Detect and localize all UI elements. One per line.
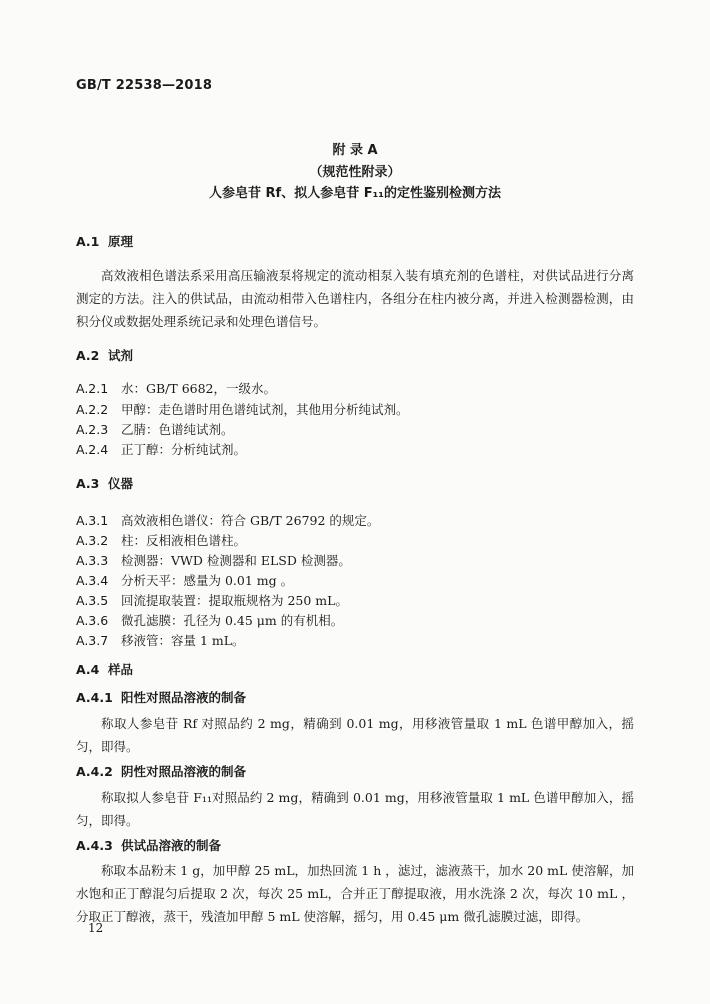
item-text: 微孔滤膜：孔径为 0.45 μm 的有机相。 [121,613,344,628]
section-number: A.3 [76,476,100,491]
list-item [76,379,276,397]
section-title: 试剂 [108,348,134,363]
item-number: A.3.3 [76,553,109,568]
annex-type: （规范性附录） [309,165,401,180]
list-item [76,571,293,589]
section-heading-a1 [76,232,133,250]
item-number: A.3.1 [76,513,109,528]
item-number: A.2.2 [76,402,109,417]
item-number: A.2.1 [76,381,109,396]
item-text: 回流提取装置：提取瓶规格为 250 mL。 [121,593,348,608]
item-text: 高效液相色谱仪：符合 GB/T 26792 的规定。 [121,513,380,528]
list-item [76,591,348,609]
subsection-heading-a43 [76,836,221,854]
page-number: 12 [88,921,104,935]
item-number: A.3.7 [76,633,109,648]
item-text: 水：GB/T 6682，一级水。 [121,381,277,396]
subsection-a43-text: 称取本品粉末 1 g，加甲醇 25 mL，加热回流 1 h ，滤过，滤液蒸干，加水 20 mL 使溶解，加水饱和正丁醇混匀后提取 2 次，每次 25 mL，合并正丁醇提取液，用水洗涤 2 次，每次 10 mL ，分取正丁醇液，蒸干，残渣加甲醇 5 mL 使溶解，摇匀，用 0.45 μm 微孔滤膜过滤，即得。 [76,863,634,924]
item-text: 正丁醇：分析纯试剂。 [121,442,247,457]
item-number: A.2.3 [76,422,109,437]
section-heading-a2 [76,346,133,364]
item-text: 移液管：容量 1 mL。 [121,633,245,648]
list-item [76,551,351,569]
item-text: 甲醇：走色谱时用色谱纯试剂，其他用分析纯试剂。 [121,402,409,417]
section-title: 样品 [108,662,134,677]
section-number: A.4 [76,662,100,677]
list-item [76,420,234,438]
section-number: A.1 [76,234,100,249]
section-number: A.2 [76,348,100,363]
item-number: A.3.5 [76,593,109,608]
list-item [76,440,246,458]
subsection-number: A.4.2 [76,764,113,779]
annex-title: 人参皂苷 Rf、拟人参皂苷 F₁₁的定性鉴别检测方法 [209,186,501,201]
subsection-heading-a42 [76,762,246,780]
section-title: 原理 [108,234,134,249]
annex-label: 附 录 A [332,143,378,158]
standard-number: GB/T 22538—2018 [76,78,213,93]
section-a1-text: 高效液相色谱法系采用高压输液泵将规定的流动相泵入装有填充剂的色谱柱，对供试品进行分离测定的方法。注入的供试品，由流动相带入色谱柱内，各组分在柱内被分离，并进入检测器检测，由积分仪或数据处理系统记录和处理色谱信号。 [76,268,634,329]
subsection-heading-a41 [76,688,246,706]
list-item [76,611,343,629]
subsection-a42-text: 称取拟人参皂苷 F₁₁对照品约 2 mg，精确到 0.01 mg，用移液管量取 1 mL 色谱甲醇加入，摇匀，即得。 [76,790,634,828]
item-number: A.2.4 [76,442,109,457]
item-number: A.3.2 [76,533,109,548]
subsection-title: 阳性对照品溶液的制备 [121,690,247,705]
item-text: 柱：反相液相色谱柱。 [121,533,247,548]
item-number: A.3.4 [76,573,109,588]
item-text: 乙腈：色谱纯试剂。 [121,422,234,437]
subsection-number: A.4.3 [76,838,113,853]
item-number: A.3.6 [76,613,109,628]
section-title: 仪器 [108,476,134,491]
subsection-title: 供试品溶液的制备 [121,838,222,853]
section-heading-a4 [76,660,133,678]
list-item [76,511,379,529]
subsection-title: 阴性对照品溶液的制备 [121,764,247,779]
item-text: 检测器：VWD 检测器和 ELSD 检测器。 [121,553,351,568]
list-item [76,631,245,649]
section-heading-a3 [76,474,133,492]
list-item [76,400,409,418]
item-text: 分析天平：感量为 0.01 mg 。 [121,573,294,588]
subsection-a41-text: 称取人参皂苷 Rf 对照品约 2 mg，精确到 0.01 mg，用移液管量取 1 mL 色谱甲醇加入，摇匀，即得。 [76,716,634,754]
list-item [76,531,246,549]
subsection-number: A.4.1 [76,690,113,705]
